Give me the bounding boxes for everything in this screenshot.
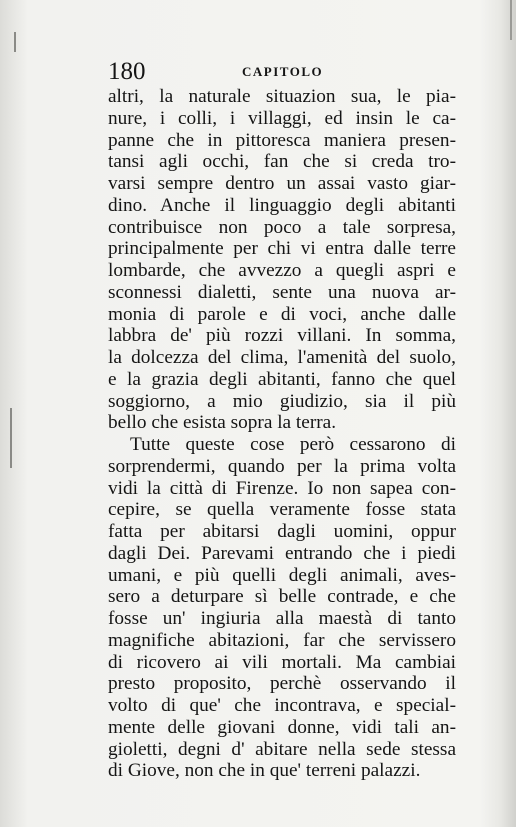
- text-line: varsi sempre dentro un assai vasto giar-: [108, 173, 456, 194]
- text-line: magnifiche abitazioni, far che servissero: [108, 629, 456, 651]
- spine-mark-middle: [10, 408, 12, 468]
- text-line: Tutte queste cose però cessarono di: [130, 434, 456, 455]
- text-line: gioletti, degni d' abitare nella sede stessa: [108, 738, 456, 760]
- text-line: labbra de' più rozzi villani. In somma,: [108, 325, 456, 347]
- text-line: fosse un' ingiuria alla maestà di tanto: [108, 608, 456, 629]
- text-line: principalmente per chi vi entra dalle terre: [108, 238, 456, 260]
- paragraph: [108, 434, 456, 782]
- text-line: dino. Anche il linguaggio degli abitanti: [108, 194, 456, 216]
- text-line: volto di que' che incontrava, e special-: [108, 695, 456, 716]
- spine-mark-top: [14, 32, 16, 52]
- text-line: presto proposito, perchè osservando il: [108, 673, 456, 695]
- text-line: sconnessi dialetti, sente una nuova ar-: [108, 281, 456, 303]
- text-line: nure, i colli, i villaggi, ed insin le ca-: [108, 107, 456, 129]
- text-line: umani, e più quelli degli animali, aves-: [108, 564, 456, 586]
- text-line: sorprendermi, quando per la prima volta: [108, 455, 456, 477]
- text-line: vidi la città di Firenze. Io non sapea con-: [108, 477, 456, 499]
- text-line: panne che in pittoresca maniera presen-: [108, 129, 456, 151]
- page-edge-mark: [510, 0, 512, 40]
- text-line: di ricovero ai vili mortali. Ma cambiai: [108, 651, 456, 673]
- body-text: [108, 86, 456, 782]
- running-head: CAPITOLO: [242, 64, 324, 79]
- text-line: soggiorno, a mio giudizio, sia il più: [108, 390, 456, 412]
- page-header: [108, 58, 458, 86]
- text-line: lombarde, che avvezzo a quegli aspri e: [108, 260, 456, 281]
- page-number: 180: [108, 58, 146, 85]
- text-line: monia di parole e di voci, anche dalle: [108, 303, 456, 325]
- text-line: dagli Dei. Parevami entrando che i piedi: [108, 542, 456, 564]
- text-line: la dolcezza del clima, l'amenità del suolo,: [108, 347, 456, 368]
- text-line: cepire, se quella veramente fosse stata: [108, 499, 456, 521]
- text-line: mente delle giovani donne, vidi tali an-: [108, 716, 456, 738]
- text-line: contribuisce non poco a tale sorpresa,: [108, 216, 456, 238]
- text-line: di Giove, non che in que' terreni palazzi.: [108, 760, 421, 782]
- text-line: sero a deturpare sì belle contrade, e che: [108, 586, 456, 608]
- text-line: e la grazia degli abitanti, fanno che quel: [108, 368, 456, 390]
- text-line: tansi agli occhi, fan che si creda tro-: [108, 151, 456, 173]
- text-line: fatta per abitarsi dagli uomini, oppur: [108, 521, 456, 542]
- text-line: bello che esista sopra la terra.: [108, 412, 337, 434]
- paragraph: [108, 86, 456, 434]
- text-line: altri, la naturale situazion sua, le pia-: [108, 86, 456, 107]
